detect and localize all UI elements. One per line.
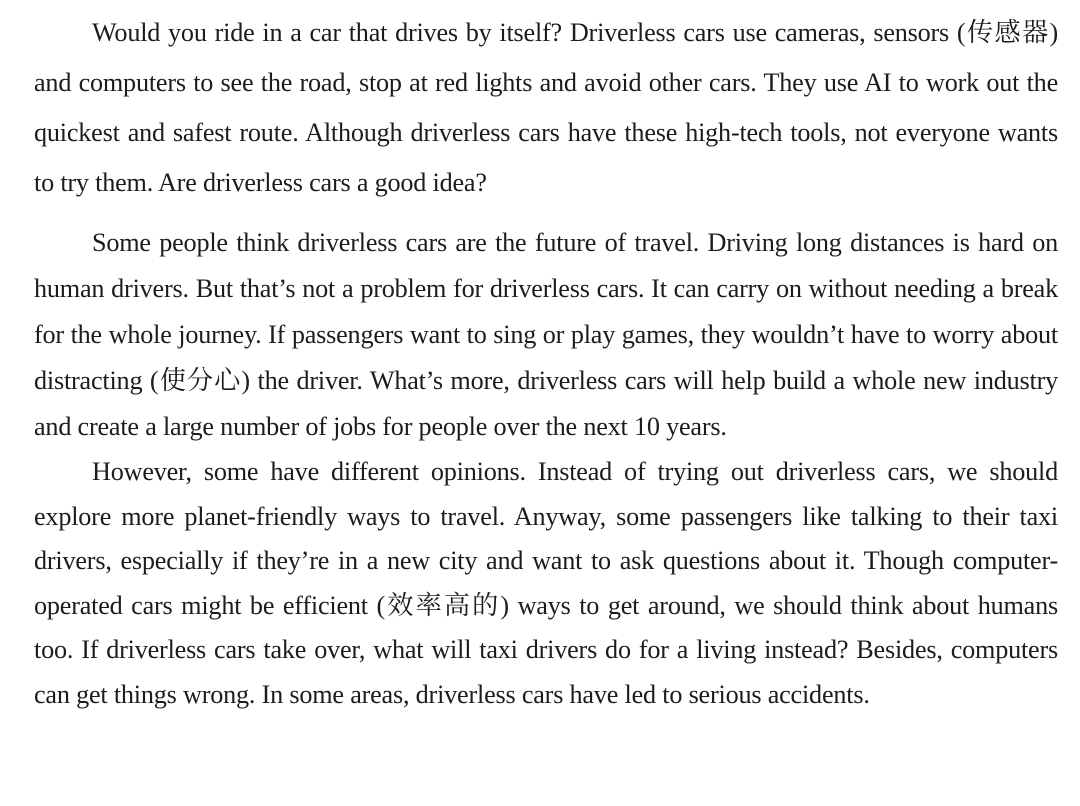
paragraph-intro: Would you ride in a car that drives by itself? Driverless cars use cameras, sensors (传感器) and computers to see the road, stop at red lights and avoid other cars. They use AI to work out the quickest and safest route. Although driverless cars have these high-tech tools, not everyone wants to try them. Are driverless cars a good idea?: [34, 18, 1058, 197]
paragraph-opponents: However, some have different opinions. Instead of trying out driverless cars, we should explore more planet-friendly ways to travel. Anyway, some passengers like talking to their taxi drivers, especially if they’re in a new city and want to ask questions about it. Though computer-operated cars might be efficient (效率高的) ways to get around, we should think about humans too. If driverless cars take over, what will taxi drivers do for a living instead? Besides, computers can get things wrong. In some areas, driverless cars have led to serious accidents.: [34, 457, 1058, 709]
paragraph-supporters: Some people think driverless cars are the future of travel. Driving long distances is hard on human drivers. But that’s not a problem for driverless cars. It can carry on without needing a break for the whole journey. If passengers want to sing or play games, they wouldn’t have to worry about distracting (使分心) the driver. What’s more, driverless cars will help build a whole new industry and create a large number of jobs for people over the next 10 years.: [34, 228, 1058, 441]
article-text: [34, 8, 1058, 718]
